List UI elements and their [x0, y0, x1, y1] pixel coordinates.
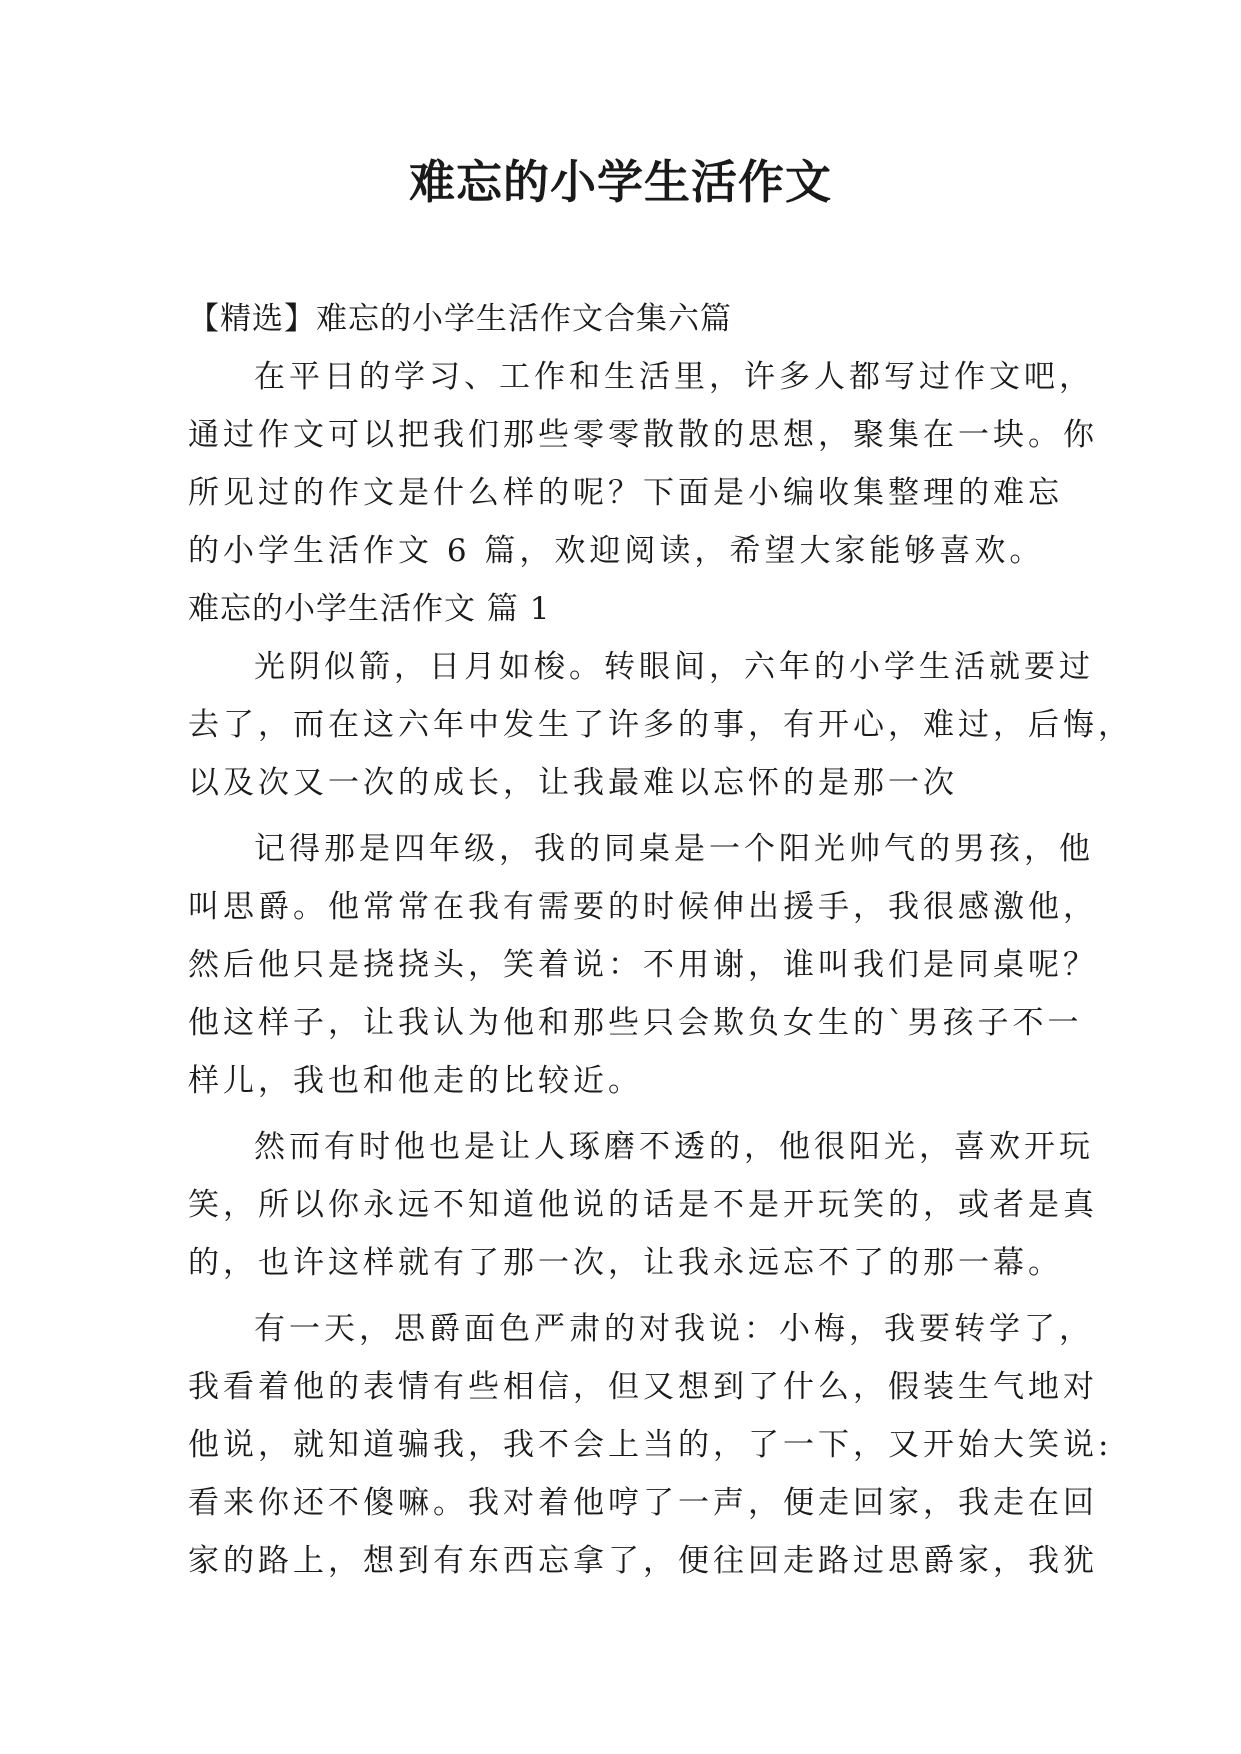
text-line: 样儿，我也和他走的比较近。	[188, 1063, 643, 1099]
text-line: 有一天，思爵面色严肃的对我说：小梅，我要转学了，	[254, 1311, 1094, 1347]
intro-paragraph	[188, 348, 1098, 580]
text-line: 看来你还不傻嘛。我对着他哼了一声，便走回家，我走在回	[188, 1485, 1098, 1521]
text-line: 家的路上，想到有东西忘拿了，便往回走路过思爵家，我犹	[188, 1543, 1098, 1579]
document-body	[188, 290, 1133, 1590]
text-line: 他说，就知道骗我，我不会上当的，了一下，又开始大笑说:	[188, 1427, 1113, 1463]
text-line: 光阴似箭，日月如梭。转眼间，六年的小学生活就要过	[254, 649, 1094, 685]
text-line: 我看着他的表情有些相信，但又想到了什么，假装生气地对	[188, 1369, 1098, 1405]
paragraph-1	[188, 638, 1133, 812]
text-line: 以及次又一次的成长，让我最难以忘怀的是那一次	[188, 765, 958, 801]
text-line: 笑，所以你永远不知道他说的话是不是开玩笑的，或者是真	[188, 1187, 1098, 1223]
text-line: 然后他只是挠挠头，笑着说：不用谢，谁叫我们是同桌呢？	[188, 947, 1098, 983]
text-line: 的，也许这样就有了那一次，让我永远忘不了的那一幕。	[188, 1245, 1063, 1281]
text-line: 所见过的作文是什么样的呢？下面是小编收集整理的难忘	[188, 475, 1063, 511]
text-line: 在平日的学习、工作和生活里，许多人都写过作文吧，	[254, 359, 1094, 395]
text-line: 他这样子，让我认为他和那些只会欺负女生的`男孩子不一	[188, 1005, 1083, 1041]
subtitle: 【精选】难忘的小学生活作文合集六篇	[188, 301, 732, 337]
text-line: 通过作文可以把我们那些零零散散的思想，聚集在一块。你	[188, 417, 1098, 453]
text-line: 的小学生活作文 6 篇，欢迎阅读，希望大家能够喜欢。	[188, 533, 1045, 569]
document-title: 难忘的小学生活作文	[409, 155, 832, 209]
text-line: 记得那是四年级，我的同桌是一个阳光帅气的男孩，他	[254, 831, 1094, 867]
text-line: 叫思爵。他常常在我有需要的时候伸出援手，我很感激他，	[188, 889, 1098, 925]
paragraph-3	[188, 1118, 1098, 1292]
text-line: 然而有时他也是让人琢磨不透的，他很阳光，喜欢开玩	[254, 1129, 1094, 1165]
paragraph-4	[188, 1300, 1113, 1590]
text-line: 去了，而在这六年中发生了许多的事，有开心，难过，后悔，	[188, 707, 1133, 743]
section-heading: 难忘的小学生活作文 篇 1	[188, 591, 551, 627]
paragraph-2	[188, 820, 1098, 1110]
